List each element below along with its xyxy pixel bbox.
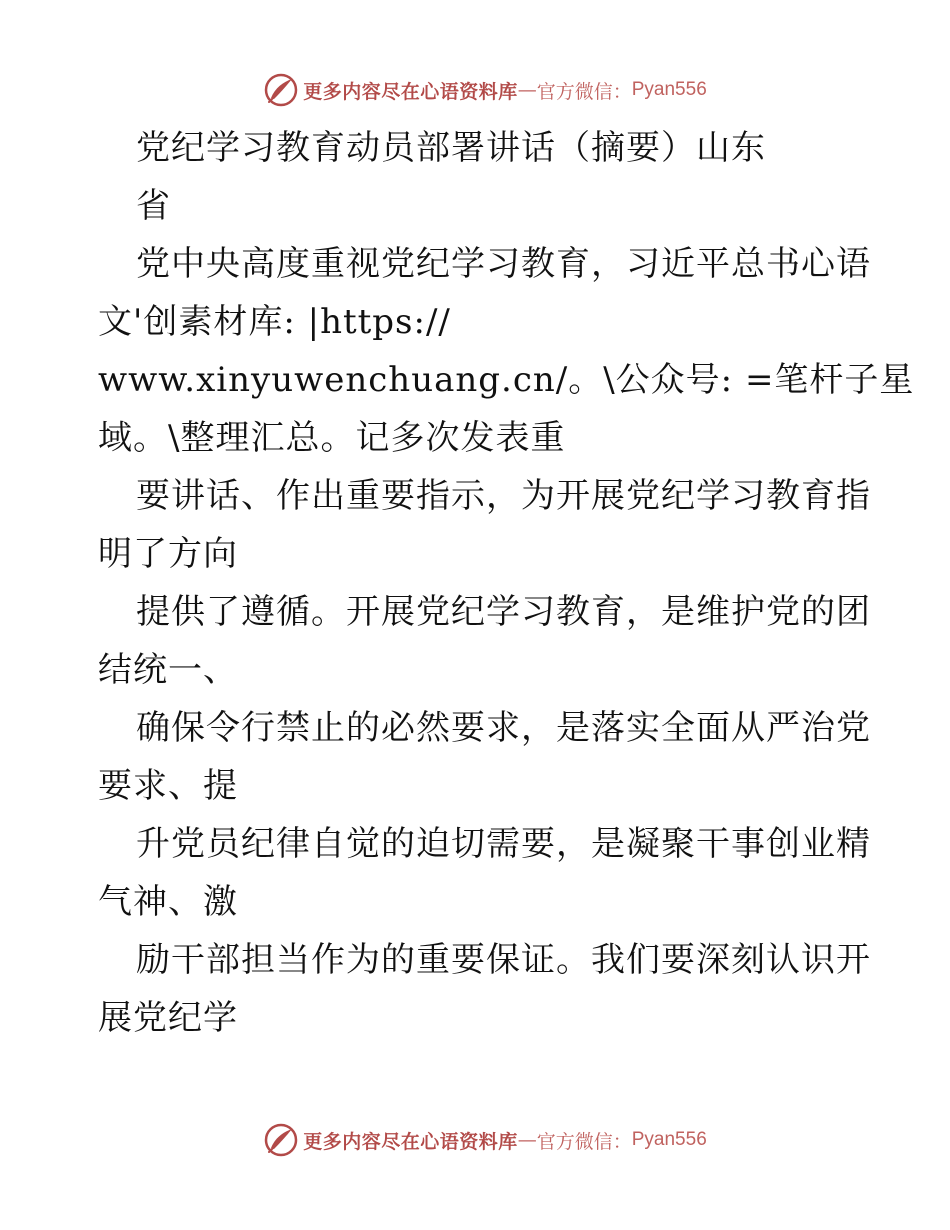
watermark-wechat-label: 官方微信：: [536, 1130, 632, 1153]
paragraph-line: 升党员纪律自觉的迫切需要，是凝聚干事创业精: [136, 824, 871, 864]
paragraph-line: 励干部担当作为的重要保证。我们要深刻认识开: [136, 940, 871, 980]
document-body: [98, 119, 915, 1047]
paragraph-line: 明了方向: [98, 534, 238, 574]
paragraph-line: 要讲话、作出重要指示，为开展党纪学习教育指: [136, 476, 871, 516]
paragraph-line: 文'创素材库: |https://: [98, 302, 451, 342]
header-watermark-banner: [0, 70, 950, 110]
paragraph-line: 提供了遵循。开展党纪学习教育，是维护党的团: [136, 592, 871, 632]
title-line-2: 省: [136, 186, 171, 226]
watermark-wechat-id: Pyan556: [631, 1129, 707, 1150]
paragraph-line: 要求、提: [98, 766, 238, 806]
paragraph-line: 确保令行禁止的必然要求，是落实全面从严治党: [136, 708, 871, 748]
pen-seal-logo-icon: [263, 72, 299, 108]
watermark-dash: —: [517, 79, 537, 101]
watermark-wechat-id: Pyan556: [631, 79, 707, 100]
paragraph-line: 展党纪学: [98, 998, 238, 1038]
footer-watermark-banner: [0, 1120, 950, 1160]
paragraph-line: 域。\整理汇总。记多次发表重: [98, 418, 566, 458]
watermark-slogan: 更多内容尽在心语资料库: [303, 80, 518, 103]
title-line-1: 党纪学习教育动员部署讲话（摘要）山东: [136, 128, 766, 168]
watermark-group: [263, 1122, 707, 1158]
pen-seal-logo-icon: [263, 1122, 299, 1158]
paragraph-line: 结统一、: [98, 650, 238, 690]
url-line: www.xinyuwenchuang.cn/。\公众号: =笔杆子星: [98, 360, 915, 400]
paragraph-line: 党中央高度重视党纪学习教育，习近平总书心语: [136, 244, 871, 284]
watermark-dash: —: [517, 1129, 537, 1151]
watermark-wechat-label: 官方微信：: [536, 80, 632, 103]
watermark-group: [263, 72, 707, 108]
watermark-slogan: 更多内容尽在心语资料库: [303, 1130, 518, 1153]
paragraph-line: 气神、激: [98, 882, 238, 922]
